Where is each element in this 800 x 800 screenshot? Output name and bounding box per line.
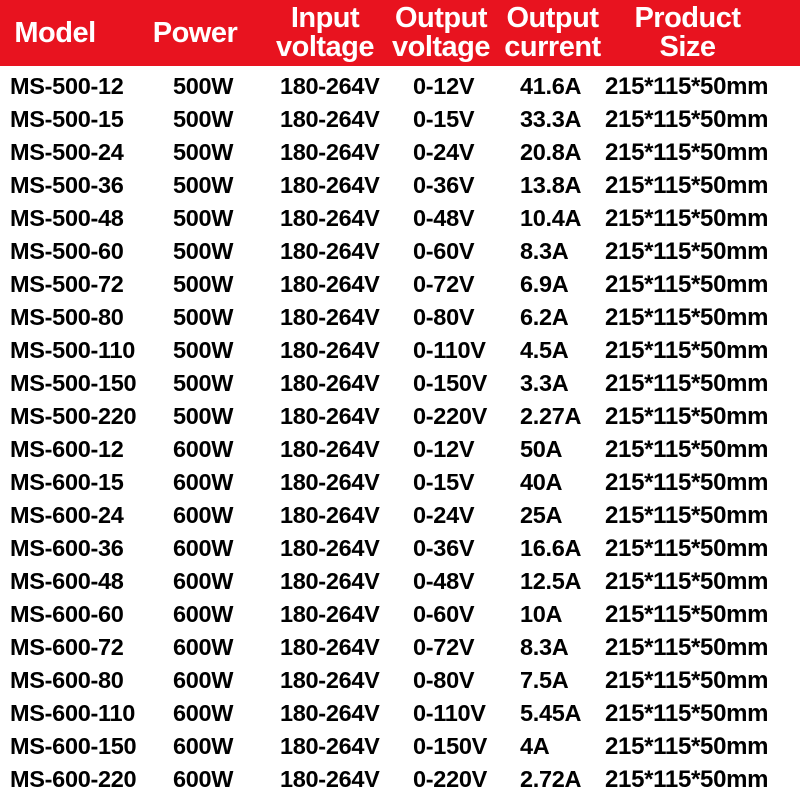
cell-input-voltage: 180-264V	[280, 271, 380, 297]
cell-input-voltage: 180-264V	[280, 502, 380, 528]
header-model	[5, 0, 105, 66]
header-output-current-line2: current	[504, 31, 601, 63]
cell-power: 500W	[173, 304, 234, 330]
header-product-size-line1: Product	[634, 2, 741, 34]
cell-power: 500W	[173, 370, 234, 396]
cell-model: MS-600-48	[10, 568, 124, 594]
cell-input-voltage: 180-264V	[280, 436, 380, 462]
cell-power: 600W	[173, 502, 234, 528]
header-power	[145, 0, 245, 66]
cell-model: MS-600-12	[10, 436, 124, 462]
cell-output-current: 10.4A	[520, 205, 582, 231]
header-output-voltage-line2: voltage	[391, 31, 491, 63]
table-row	[0, 334, 800, 367]
table-row	[0, 466, 800, 499]
cell-power: 500W	[173, 403, 234, 429]
cell-input-voltage: 180-264V	[280, 238, 380, 264]
cell-power: 500W	[173, 73, 234, 99]
cell-model: MS-500-36	[10, 172, 124, 198]
cell-product-size: 215*115*50mm	[605, 304, 769, 331]
cell-power: 600W	[173, 601, 234, 627]
cell-input-voltage: 180-264V	[280, 370, 380, 396]
cell-product-size: 215*115*50mm	[605, 568, 769, 595]
cell-product-size: 215*115*50mm	[605, 271, 769, 298]
cell-output-current: 33.3A	[520, 106, 582, 132]
cell-model: MS-500-60	[10, 238, 124, 264]
header-output-current	[500, 0, 605, 66]
cell-product-size: 215*115*50mm	[605, 634, 769, 661]
cell-input-voltage: 180-264V	[280, 568, 380, 594]
cell-power: 600W	[173, 568, 234, 594]
table-row	[0, 664, 800, 697]
cell-model: MS-500-110	[10, 337, 136, 363]
cell-output-voltage: 0-80V	[413, 304, 475, 330]
cell-output-current: 16.6A	[520, 535, 582, 561]
cell-output-current: 25A	[520, 502, 563, 528]
cell-power: 600W	[173, 634, 234, 660]
cell-product-size: 215*115*50mm	[605, 205, 769, 232]
cell-output-current: 10A	[520, 601, 563, 627]
table-row	[0, 202, 800, 235]
cell-output-current: 4.5A	[520, 337, 569, 363]
cell-output-voltage: 0-220V	[413, 766, 487, 792]
cell-model: MS-500-15	[10, 106, 124, 132]
cell-power: 600W	[173, 535, 234, 561]
table-row	[0, 235, 800, 268]
table-row	[0, 400, 800, 433]
cell-input-voltage: 180-264V	[280, 634, 380, 660]
table-row	[0, 433, 800, 466]
cell-product-size: 215*115*50mm	[605, 469, 769, 496]
cell-product-size: 215*115*50mm	[605, 238, 769, 265]
cell-power: 500W	[173, 205, 234, 231]
cell-output-current: 20.8A	[520, 139, 582, 165]
cell-power: 600W	[173, 766, 234, 792]
cell-input-voltage: 180-264V	[280, 601, 380, 627]
cell-output-voltage: 0-48V	[413, 568, 475, 594]
cell-output-current: 2.27A	[520, 403, 582, 429]
cell-output-voltage: 0-15V	[413, 106, 475, 132]
cell-product-size: 215*115*50mm	[605, 667, 769, 694]
cell-product-size: 215*115*50mm	[605, 172, 769, 199]
cell-output-voltage: 0-110V	[413, 700, 486, 726]
cell-model: MS-600-220	[10, 766, 137, 792]
cell-model: MS-600-150	[10, 733, 137, 759]
cell-product-size: 215*115*50mm	[605, 139, 769, 166]
cell-output-current: 4A	[520, 733, 550, 759]
header-output-current-line1: Output	[506, 2, 599, 34]
table-body	[0, 70, 800, 796]
cell-output-voltage: 0-15V	[413, 469, 475, 495]
cell-input-voltage: 180-264V	[280, 304, 380, 330]
cell-output-voltage: 0-72V	[413, 634, 475, 660]
table-row	[0, 169, 800, 202]
cell-output-current: 7.5A	[520, 667, 569, 693]
table-row	[0, 730, 800, 763]
cell-product-size: 215*115*50mm	[605, 403, 769, 430]
cell-output-voltage: 0-150V	[413, 370, 487, 396]
cell-product-size: 215*115*50mm	[605, 370, 769, 397]
cell-output-current: 12.5A	[520, 568, 582, 594]
header-input-voltage-line1: Input	[290, 2, 360, 34]
table-row	[0, 70, 800, 103]
cell-product-size: 215*115*50mm	[605, 436, 769, 463]
cell-input-voltage: 180-264V	[280, 469, 380, 495]
cell-output-current: 41.6A	[520, 73, 582, 99]
cell-model: MS-600-36	[10, 535, 124, 561]
cell-input-voltage: 180-264V	[280, 403, 380, 429]
table-row	[0, 697, 800, 730]
cell-power: 500W	[173, 337, 234, 363]
table-row	[0, 268, 800, 301]
table-row	[0, 499, 800, 532]
cell-output-current: 40A	[520, 469, 563, 495]
cell-model: MS-500-80	[10, 304, 124, 330]
cell-model: MS-600-24	[10, 502, 124, 528]
cell-product-size: 215*115*50mm	[605, 337, 769, 364]
cell-input-voltage: 180-264V	[280, 73, 380, 99]
cell-model: MS-500-48	[10, 205, 124, 231]
cell-output-voltage: 0-72V	[413, 271, 475, 297]
table-row	[0, 136, 800, 169]
table-row	[0, 598, 800, 631]
header-power-label: Power	[152, 16, 238, 49]
cell-model: MS-500-24	[10, 139, 124, 165]
cell-output-current: 5.45A	[520, 700, 582, 726]
cell-product-size: 215*115*50mm	[605, 700, 769, 727]
table-row	[0, 631, 800, 664]
header-product-size-line2: Size	[659, 31, 716, 63]
table-row	[0, 532, 800, 565]
cell-model: MS-600-15	[10, 469, 124, 495]
cell-input-voltage: 180-264V	[280, 337, 380, 363]
cell-output-voltage: 0-150V	[413, 733, 487, 759]
cell-output-voltage: 0-60V	[413, 601, 475, 627]
cell-input-voltage: 180-264V	[280, 106, 380, 132]
cell-model: MS-500-220	[10, 403, 137, 429]
cell-output-voltage: 0-80V	[413, 667, 475, 693]
cell-product-size: 215*115*50mm	[605, 535, 769, 562]
cell-input-voltage: 180-264V	[280, 139, 380, 165]
cell-output-voltage: 0-24V	[413, 502, 475, 528]
cell-product-size: 215*115*50mm	[605, 733, 769, 760]
table-row	[0, 763, 800, 796]
cell-output-current: 50A	[520, 436, 563, 462]
cell-input-voltage: 180-264V	[280, 535, 380, 561]
table-row	[0, 301, 800, 334]
table-header	[0, 0, 800, 66]
cell-output-current: 6.9A	[520, 271, 569, 297]
cell-output-current: 8.3A	[520, 238, 569, 264]
cell-output-current: 3.3A	[520, 370, 569, 396]
header-output-voltage-line1: Output	[394, 2, 487, 34]
cell-output-voltage: 0-220V	[413, 403, 487, 429]
cell-output-voltage: 0-110V	[413, 337, 486, 363]
cell-output-voltage: 0-60V	[413, 238, 475, 264]
table-row	[0, 367, 800, 400]
cell-power: 600W	[173, 733, 234, 759]
cell-model: MS-600-60	[10, 601, 124, 627]
cell-output-voltage: 0-36V	[413, 535, 475, 561]
cell-output-voltage: 0-24V	[413, 139, 475, 165]
header-input-voltage	[270, 0, 380, 66]
cell-input-voltage: 180-264V	[280, 733, 380, 759]
cell-product-size: 215*115*50mm	[605, 766, 769, 793]
cell-model: MS-600-110	[10, 700, 136, 726]
header-output-voltage	[385, 0, 497, 66]
cell-model: MS-500-72	[10, 271, 124, 297]
cell-output-voltage: 0-48V	[413, 205, 475, 231]
cell-model: MS-600-72	[10, 634, 124, 660]
cell-model: MS-500-12	[10, 73, 124, 99]
table-row	[0, 103, 800, 136]
cell-input-voltage: 180-264V	[280, 700, 380, 726]
cell-power: 500W	[173, 172, 234, 198]
header-product-size	[625, 0, 750, 66]
cell-input-voltage: 180-264V	[280, 766, 380, 792]
cell-model: MS-500-150	[10, 370, 137, 396]
cell-power: 500W	[173, 238, 234, 264]
cell-power: 600W	[173, 436, 234, 462]
header-input-voltage-line2: voltage	[275, 31, 375, 63]
cell-output-current: 13.8A	[520, 172, 582, 198]
cell-output-voltage: 0-12V	[413, 73, 475, 99]
cell-power: 500W	[173, 139, 234, 165]
cell-product-size: 215*115*50mm	[605, 73, 769, 100]
cell-input-voltage: 180-264V	[280, 205, 380, 231]
table-row	[0, 565, 800, 598]
header-model-label: Model	[14, 16, 96, 49]
cell-power: 600W	[173, 469, 234, 495]
cell-input-voltage: 180-264V	[280, 667, 380, 693]
cell-output-current: 6.2A	[520, 304, 569, 330]
cell-product-size: 215*115*50mm	[605, 502, 769, 529]
cell-power: 600W	[173, 667, 234, 693]
cell-output-voltage: 0-36V	[413, 172, 475, 198]
cell-power: 600W	[173, 700, 234, 726]
cell-product-size: 215*115*50mm	[605, 601, 769, 628]
cell-power: 500W	[173, 271, 234, 297]
cell-product-size: 215*115*50mm	[605, 106, 769, 133]
cell-output-voltage: 0-12V	[413, 436, 475, 462]
cell-output-current: 2.72A	[520, 766, 582, 792]
cell-power: 500W	[173, 106, 234, 132]
cell-input-voltage: 180-264V	[280, 172, 380, 198]
cell-model: MS-600-80	[10, 667, 124, 693]
cell-output-current: 8.3A	[520, 634, 569, 660]
